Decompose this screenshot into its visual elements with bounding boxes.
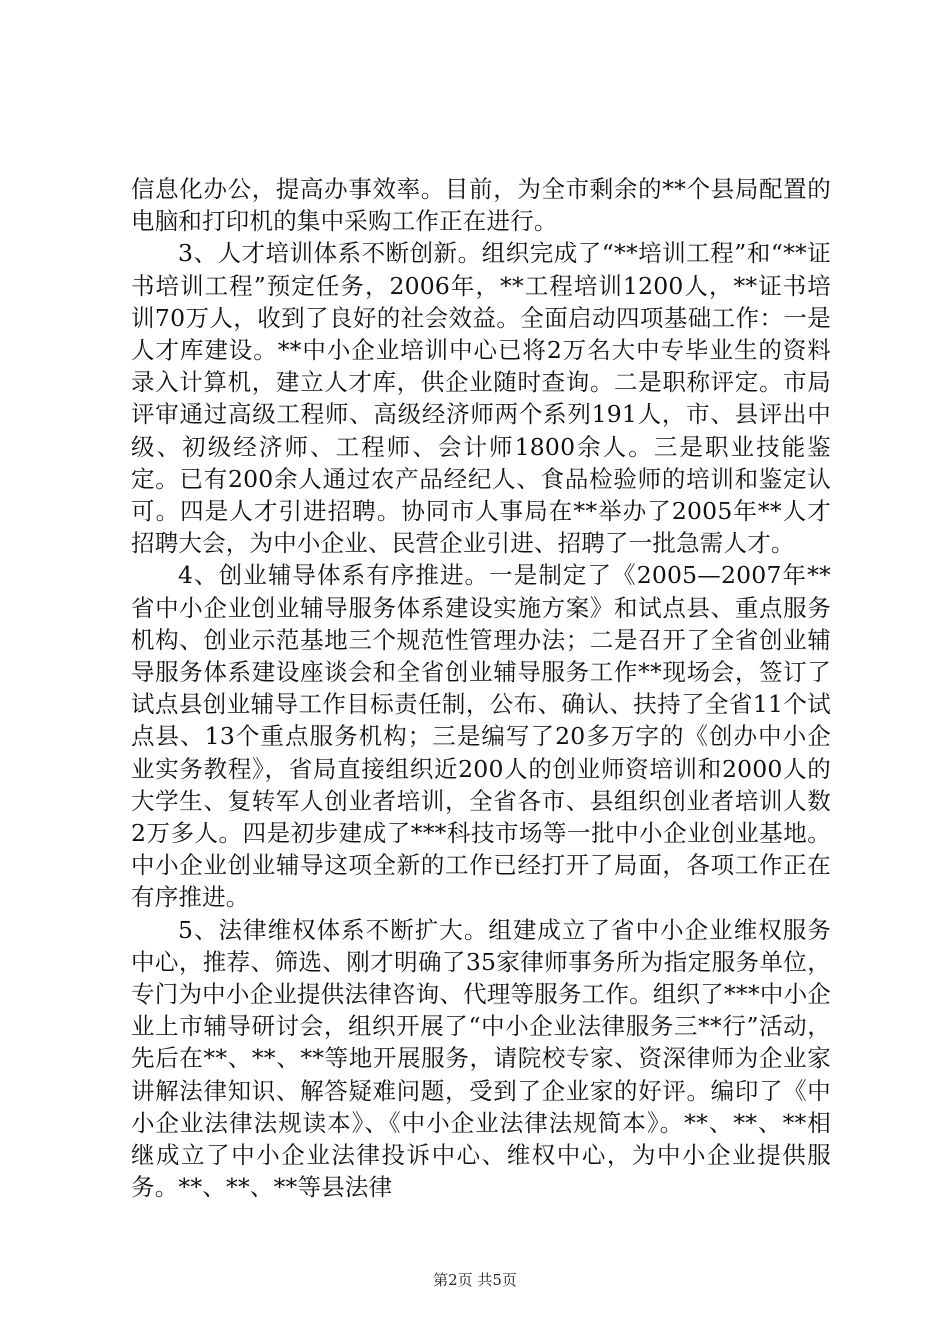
paragraph-talent-training: 3、人才培训体系不断创新。组织完成了“**培训工程”和“**证书培训工程”预定任务，2006年，**工程培训1200人，**证书培训70万人，收到了良好的社会效益。全面启动四项基础工作：一是人才库建设。**中小企业培训中心已将2万名大中专毕业生的资料录入计算机，建立人才库，供企业随时查询。二是职称评定。市局评审通过高级工程师、高级经济师两个系列191人，市、县评出中级、初级经济师、工程师、会计师1800余人。三是职业技能鉴定。已有200余人通过农产品经纪人、食品检验师的培训和鉴定认可。四是人才引进招聘。协同市人事局在**举办了2005年**人才招聘大会，为中小企业、民营企业引进、招聘了一批急需人才。 [131,239,831,558]
paragraph-entrepreneurship-guidance: 4、创业辅导体系有序推进。一是制定了《2005—2007年**省中小企业创业辅导服务体系建设实施方案》和试点县、重点服务机构、创业示范基地三个规范性管理办法；二是召开了全省创业辅导服务体系建设座谈会和全省创业辅导服务工作**现场会，签订了试点县创业辅导工作目标责任制，公布、确认、扶持了全省11个试点县、13个重点服务机构；三是编写了20多万字的《创办中小企业实务教程》，省局直接组织近200人的创业师资培训和2000人的大学生、复转军人创业者培训，全省各市、县组织创业者培训人数2万多人。四是初步建成了***科技市场等一批中小企业创业基地。中小企业创业辅导这项全新的工作已经打开了局面，各项工作正在有序推进。 [131,561,831,912]
page-number-label: 第2页 共5页 [433,1271,517,1289]
paragraph-legal-rights: 5、法律维权体系不断扩大。组建成立了省中小企业维权服务中心，推荐、筛选、刚才明确了35家律师事务所为指定服务单位，专门为中小企业提供法律咨询、代理等服务工作。组织了***中小企业上市辅导研讨会，组织开展了“中小企业法律服务三**行”活动，先后在**、**、**等地开展服务，请院校专家、资深律师为企业家讲解法律知识、解答疑难问题，受到了企业家的好评。编印了《中小企业法律法规读本》、《中小企业法律法规简本》。**、**、**相继成立了中小企业法律投诉中心、维权中心，为中小企业提供服务。**、**、**等县法律 [131,915,831,1202]
paragraph-continuation: 信息化办公，提高办事效率。目前，为全市剩余的**个县局配置的电脑和打印机的集中采购工作正在进行。 [131,175,831,236]
document-body [131,173,831,1204]
page-footer [0,1271,950,1289]
